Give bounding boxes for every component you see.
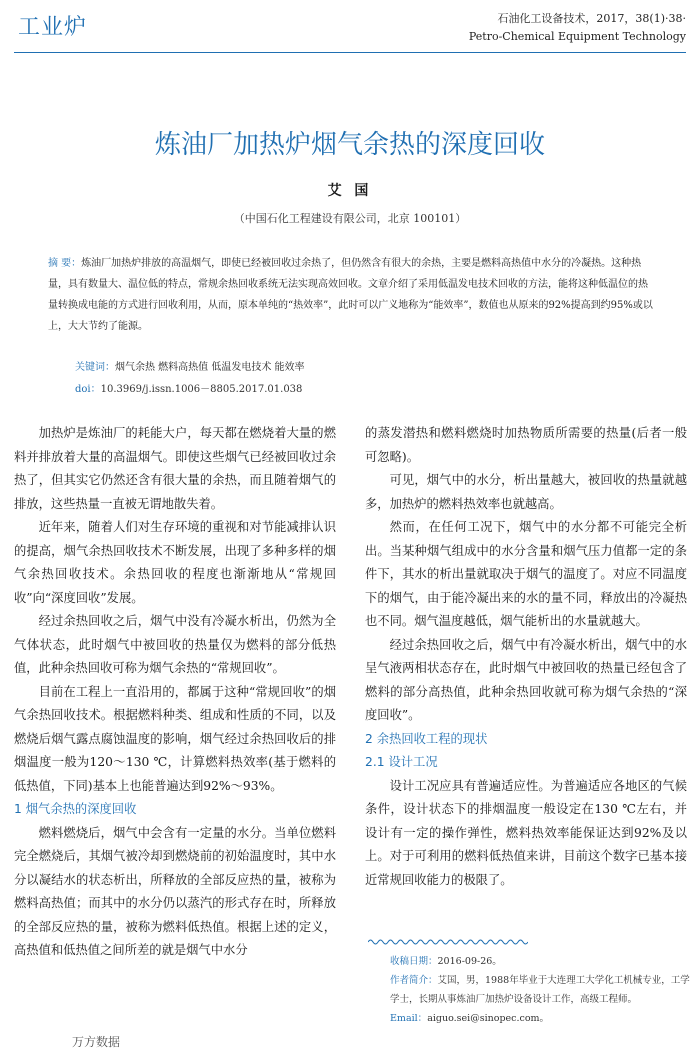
author-email [390, 1009, 690, 1028]
paragraph: 燃料燃烧后，烟气中会含有一定量的水分。当单位燃料完全燃烧后，其烟气被冷却到燃烧前的初始温度时，其中水分以凝结水的状态析出，所释放的全部反应热的量，被称为燃料高热值；而其中的水分仍以蒸汽的形式存在时，所释放的全部反应热的量，被称为燃料低热值。根据上述的定义，高热值和低热值之间所差的就是烟气中水分 [14, 825, 336, 957]
received-label: 收稿日期： [390, 956, 438, 967]
keywords-text: 烟气余热 燃料高热值 低温发电技术 能效率 [115, 362, 305, 373]
footnote-divider [368, 938, 528, 946]
paragraph: 的蒸发潜热和燃料燃烧时加热物质所需要的热量(后者一般可忽略)。 [365, 426, 687, 464]
abstract-text: 炼油厂加热炉排放的高温烟气，即使已经被回收过余热了，但仍然含有很大的余热，主要是燃料高热值中水分的冷凝热。这种热量，具有数量大、温位低的特点，常规余热回收系统无法实现高效回收。文章介绍了采用低温发电技术回收的方法，能将这种低温位的热量转换成电能的方式进行回收利用，从而，原本单纯的“热效率”，此时可以广义地称为“能效率”，数值也从原来的92%提高到约95%或以上，大大节约了能源。 [48, 258, 653, 332]
column-left [14, 422, 336, 963]
abstract-label: 摘 要： [48, 258, 82, 269]
paragraph: 可见，烟气中的水分，析出量越大，被回收的热量就越多，加热炉的燃料热效率也就越高。 [365, 473, 687, 511]
received-date [390, 952, 690, 971]
keywords-label: 关键词： [75, 362, 115, 373]
affiliation: （中国石化工程建设有限公司，北京 100101） [233, 212, 467, 225]
section-heading: 2 余热回收工程的现状 [365, 731, 488, 746]
email-label: Email： [390, 1013, 428, 1024]
doi [75, 380, 302, 395]
paragraph: 近年来，随着人们对生存环境的重视和对节能减排认识的提高，烟气余热回收技术不断发展，出现了多种多样的烟气余热回收技术。余热回收的程度也渐渐地从“常规回收”向“深度回收”发展。 [14, 520, 336, 605]
paragraph: 设计工况应具有普遍适应性。为普遍适应各地区的气候条件，设计状态下的排烟温度一般设定在130 ℃左右，并设计有一定的操作弹性，燃料热效率能保证达到92%及以上。对于可利用的燃料低热值来讲，目前这个数字已基本接近常规回收能力的极限了。 [365, 778, 687, 887]
article-title: 炼油厂加热炉烟气余热的深度回收 [154, 130, 545, 160]
paragraph: 目前在工程上一直沿用的，都属于这种“常规回收”的烟气余热回收技术。根据燃料种类、组成和性质的不同，以及燃烧后烟气露点腐蚀温度的影响，烟气经过余热回收后的排烟温度一般为120～130 ℃，计算燃料热效率(基于燃料的低热值，下同)基本上也能普遍达到92%～93%。 [14, 684, 336, 793]
wanfang-watermark: 万方数据 [72, 1035, 121, 1049]
paragraph: 经过余热回收之后，烟气中没有冷凝水析出，仍然为全气体状态，此时烟气中被回收的热量仅为燃料的部分低热值，此种余热回收可称为烟气余热的“常规回收”。 [14, 614, 336, 675]
column-right [365, 422, 687, 892]
abstract [48, 253, 654, 337]
author: 艾 国 [327, 183, 373, 199]
bio-label: 作者简介： [390, 975, 438, 986]
footnote [390, 952, 690, 1028]
doi-link[interactable]: 10.3969/j.issn.1006－8805.2017.01.038 [100, 384, 303, 395]
paragraph: 加热炉是炼油厂的耗能大户，每天都在燃烧着大量的燃料并排放着大量的高温烟气。即使这些烟气已经被回收过余热了，但其实它仍然还含有很大量的余热，而且随着烟气的排放，这些热量一直被无谓地散失着。 [14, 426, 336, 511]
section-label: 工业炉 [18, 15, 88, 40]
subsection-heading: 2.1 设计工况 [365, 755, 438, 769]
received-value: 2016-09-26。 [437, 956, 502, 967]
journal-info [469, 10, 686, 46]
keywords [75, 358, 305, 373]
author-bio [390, 971, 690, 1009]
bio-text: 艾国，男，1988年毕业于大连理工大学化工机械专业，工学学士，长期从事炼油厂加热炉设备设计工作，高级工程师。 [390, 975, 690, 1005]
section-heading: 1 烟气余热的深度回收 [14, 802, 137, 816]
header-rule [14, 52, 686, 53]
paragraph: 然而，在任何工况下，烟气中的水分都不可能完全析出。当某种烟气组成中的水分含量和烟气压力值都一定的条件下，其水的析出量就取决于烟气的温度了。对应不同温度下的烟气，由于能冷凝出来的水的量不同，释放出的冷凝热也不同。烟气温度越低，烟气能析出的水量就越大。 [365, 520, 687, 628]
email-link[interactable]: aiguo.sei@sinopec.com。 [427, 1013, 550, 1024]
paragraph: 经过余热回收之后，烟气中有冷凝水析出，烟气中的水呈气液两相状态存在，此时烟气中被回收的热量已经包含了燃料的部分高热值，此种余热回收就可称为烟气余热的“深度回收”。 [365, 637, 687, 722]
journal-citation: 石油化工设备技术，2017，38(1)·38· [497, 12, 686, 25]
doi-label: doi： [75, 384, 101, 395]
journal-english-name: Petro-Chemical Equipment Technology [468, 30, 686, 43]
